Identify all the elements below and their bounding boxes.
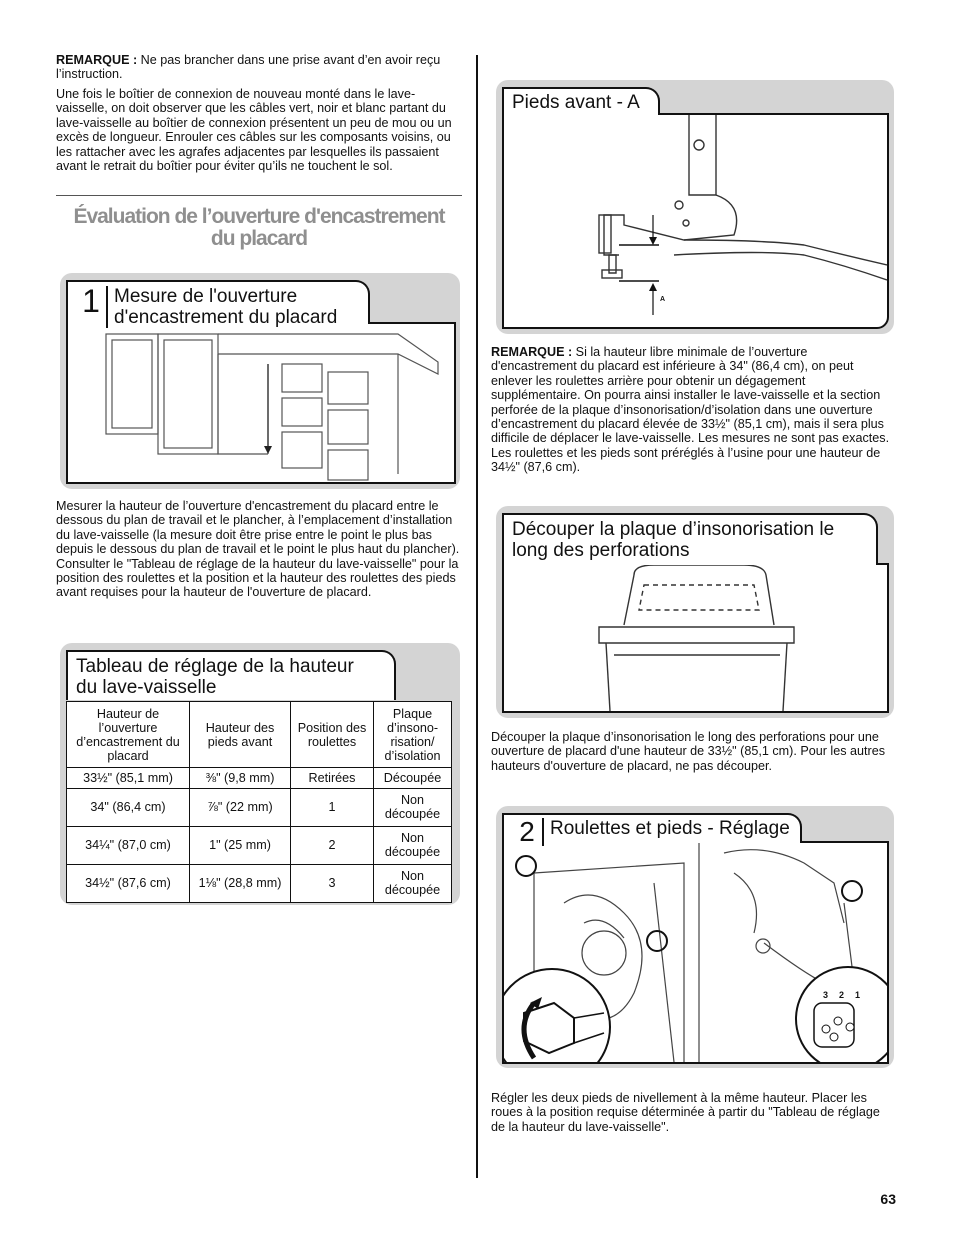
dishwasher-panel-illustration (504, 565, 887, 711)
page-number: 63 (880, 1191, 896, 1207)
wheel-label-1: 1 (855, 990, 861, 1000)
note-2 (491, 345, 895, 475)
table-cell: 1 (291, 788, 374, 826)
figure-a-header (502, 87, 660, 115)
column-divider (476, 55, 478, 1178)
table-cell: 33½" (85,1 mm) (67, 768, 190, 789)
table-header-cell: Position des roulettes (291, 702, 374, 768)
table-cell: Découpée (374, 768, 452, 789)
table-cell: 3 (291, 864, 374, 902)
step1-title-line-2: d'encastrement du placard (114, 307, 338, 328)
cut-header (502, 513, 878, 565)
table-cell: ⅞" (22 mm) (190, 788, 291, 826)
table-cell: ⅜" (9,8 mm) (190, 768, 291, 789)
figure-a-title: Pieds avant - A (512, 92, 640, 113)
note-2-text: Si la hauteur libre minimale de l’ouverture d'encastrement du placard est inférieure à 34" (86,4 cm), on peut enlever les roulettes arrière pour obtenir un dégagement supplémentaire. On pourra ainsi installer le lave-vaisselle et la section perforée de la plaque d’insonorisation/d’isolation dans une ouverture d’encastrement du placard élevée de 33½" (85,1 cm), mais il sera plus difficile de déplacer le lave-vaisselle. Les mesures ne sont pas exactes. Les roulettes et les pieds sont préréglés à l’usine pour une hauteur de 34½" (87,6 cm). (491, 345, 890, 475)
table-cell: 1" (25 mm) (190, 826, 291, 864)
section-title-line-1: Évaluation de l’ouverture d'encastrement (73, 205, 445, 228)
step1-number: 1 (76, 286, 108, 328)
table-cell: Retirées (291, 768, 374, 789)
table-cell: Non découpée (374, 788, 452, 826)
step2-illustration (502, 841, 889, 1064)
table-header-cell: Hauteur de l’ouverture d’encastrement du placard (67, 702, 190, 768)
table-row (67, 826, 452, 864)
height-adjust-table (66, 701, 452, 903)
note-1 (56, 53, 462, 82)
table-cell: Non découpée (374, 864, 452, 902)
table-cell: 34" (86,4 cm) (67, 788, 190, 826)
step1-illustration (66, 322, 456, 484)
note-1-label: REMARQUE : (56, 53, 138, 67)
step1-title-line-1: Mesure de l'ouverture (114, 286, 298, 307)
cut-title-line-1: Découper la plaque d’insonorisation le (512, 519, 835, 540)
marker-circle (842, 881, 862, 901)
divider (56, 195, 462, 196)
step1-header (66, 280, 370, 328)
section-title (56, 206, 462, 250)
table-header-cell: Plaque d’insonorisation/ d’isolation (374, 702, 452, 768)
section-title-line-2: du placard (210, 227, 308, 250)
paragraph-cut: Découper la plaque d’insonorisation le long des perforations pour une ouverture de placard d'une hauteur de 33½" (85,1 cm). Pour les autres hauteurs d'ouverture de placard, ne pas découper. (491, 730, 886, 773)
cut-illustration (502, 563, 889, 713)
marker-circle (516, 856, 536, 876)
table-row (67, 768, 452, 789)
figure-a-illustration (502, 113, 889, 329)
table-title-line-2: du lave-vaisselle (76, 677, 217, 698)
table-cell: 34¼" (87,0 cm) (67, 826, 190, 864)
table-title-line-1: Tableau de réglage de la hauteur (76, 656, 354, 677)
step2-title: Roulettes et pieds - Réglage (550, 818, 790, 839)
step2-number: 2 (512, 818, 544, 846)
paragraph-cable-routing: Une fois le boîtier de connexion de nouveau monté dans le lave-vaisselle, on doit observer que les câbles vert, noir et blanc partant du lave-vaisselle au boîtier de connexion présentent un peu de mou ou un excès de longueur. Enrouler ces câbles sur les composants voisins, ou les rattacher avec les agrafes adjacentes par lesquelles ils passaient avant le retrait du boîtier pour éviter qu’ils ne touchent le sol. (56, 87, 452, 174)
note-2-label: REMARQUE : (491, 345, 573, 359)
wheel-label-3: 3 (823, 990, 829, 1000)
table-cell: 2 (291, 826, 374, 864)
table-cell: Non découpée (374, 826, 452, 864)
table-cell: 34½" (87,6 cm) (67, 864, 190, 902)
table-cell: 1⅛" (28,8 mm) (190, 864, 291, 902)
cabinet-illustration (68, 324, 454, 482)
leveling-foot-zoom (504, 969, 610, 1062)
paragraph-leveling: Régler les deux pieds de nivellement à la même hauteur. Placer les roues à la position requise déterminée à partir du "Tableau de réglage de la hauteur du lave-vaisselle". (491, 1091, 880, 1134)
wheel-position-zoom (796, 967, 887, 1062)
cut-title-line-2: long des perforations (512, 540, 690, 561)
table-header-cell: Hauteur des pieds avant (190, 702, 291, 768)
marker-circle (647, 931, 667, 951)
table-header (66, 650, 396, 700)
table-row (67, 788, 452, 826)
table-header-row (67, 702, 452, 768)
paragraph-measure: Mesurer la hauteur de l’ouverture d'encastrement du placard entre le dessous du plan de travail et le plancher, à l’emplacement d’installation du lave-vaisselle (la mesure doit être prise entre le point le plus bas depuis le dessous du plan de travail et le point le plus haut du plancher). Consulter le "Tableau de réglage de la hauteur du lave-vaisselle" pour la position des roulettes et la position et la hauteur des roulettes des pieds avant requises pour la hauteur de l'ouverture de placard. (56, 499, 460, 600)
front-leg-illustration (504, 115, 887, 327)
wheel-adjust-illustration (504, 843, 887, 1062)
table-row (67, 864, 452, 902)
wheel-label-2: 2 (839, 990, 845, 1000)
figure-a-marker: A (660, 296, 666, 303)
note-1-text: Ne pas brancher dans une prise avant d’en avoir reçu l’instruction. (56, 53, 441, 82)
step2-header (502, 813, 802, 847)
